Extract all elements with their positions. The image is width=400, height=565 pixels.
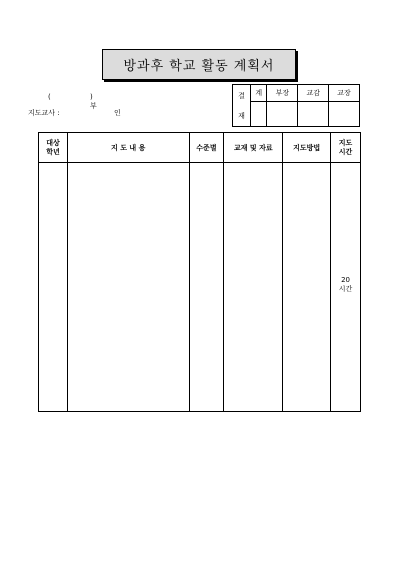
approval-side-bottom: 재	[238, 111, 245, 120]
header-hours-line1: 지도	[338, 138, 353, 147]
body-target-grade-cell[interactable]	[39, 163, 68, 412]
header-materials: 교재 및 자료	[224, 133, 283, 163]
approval-sign-vice-principal[interactable]	[298, 102, 329, 127]
header-level: 수준별	[189, 133, 224, 163]
approval-col-staff: 계	[251, 85, 267, 102]
form-title: 방과후 학교 활동 계획서	[102, 49, 296, 80]
hours-value: 20	[341, 276, 350, 284]
approval-col-vice-principal: 교감	[298, 85, 329, 102]
approval-col-principal: 교장	[329, 85, 360, 102]
body-materials-cell[interactable]	[224, 163, 283, 412]
approval-table	[232, 84, 360, 127]
approval-sign-head[interactable]	[267, 102, 298, 127]
header-content: 지 도 내 용	[67, 133, 189, 163]
body-hours-cell[interactable]	[331, 163, 361, 412]
header-target-grade	[39, 133, 68, 163]
header-hours	[331, 133, 361, 163]
teacher-field	[28, 108, 121, 118]
approval-side-label	[233, 85, 251, 127]
department-suffix: )부	[90, 93, 97, 110]
teacher-seal-label: 인	[114, 109, 121, 117]
body-content-cell[interactable]	[67, 163, 189, 412]
hours-unit: 시간	[338, 285, 353, 293]
approval-sign-principal[interactable]	[329, 102, 360, 127]
approval-sign-staff[interactable]	[251, 102, 267, 127]
header-hours-line2: 시간	[338, 147, 353, 156]
plan-table	[38, 132, 361, 412]
teacher-label: 지도교사 :	[28, 109, 60, 117]
header-target-grade-line1: 대상	[46, 138, 60, 147]
body-level-cell[interactable]	[189, 163, 224, 412]
body-method-cell[interactable]	[283, 163, 331, 412]
header-method: 지도방법	[283, 133, 331, 163]
approval-col-head: 부장	[267, 85, 298, 102]
approval-side-top: 결	[238, 91, 245, 100]
header-target-grade-line2: 학년	[46, 147, 60, 156]
department-open-paren: (	[48, 93, 51, 101]
